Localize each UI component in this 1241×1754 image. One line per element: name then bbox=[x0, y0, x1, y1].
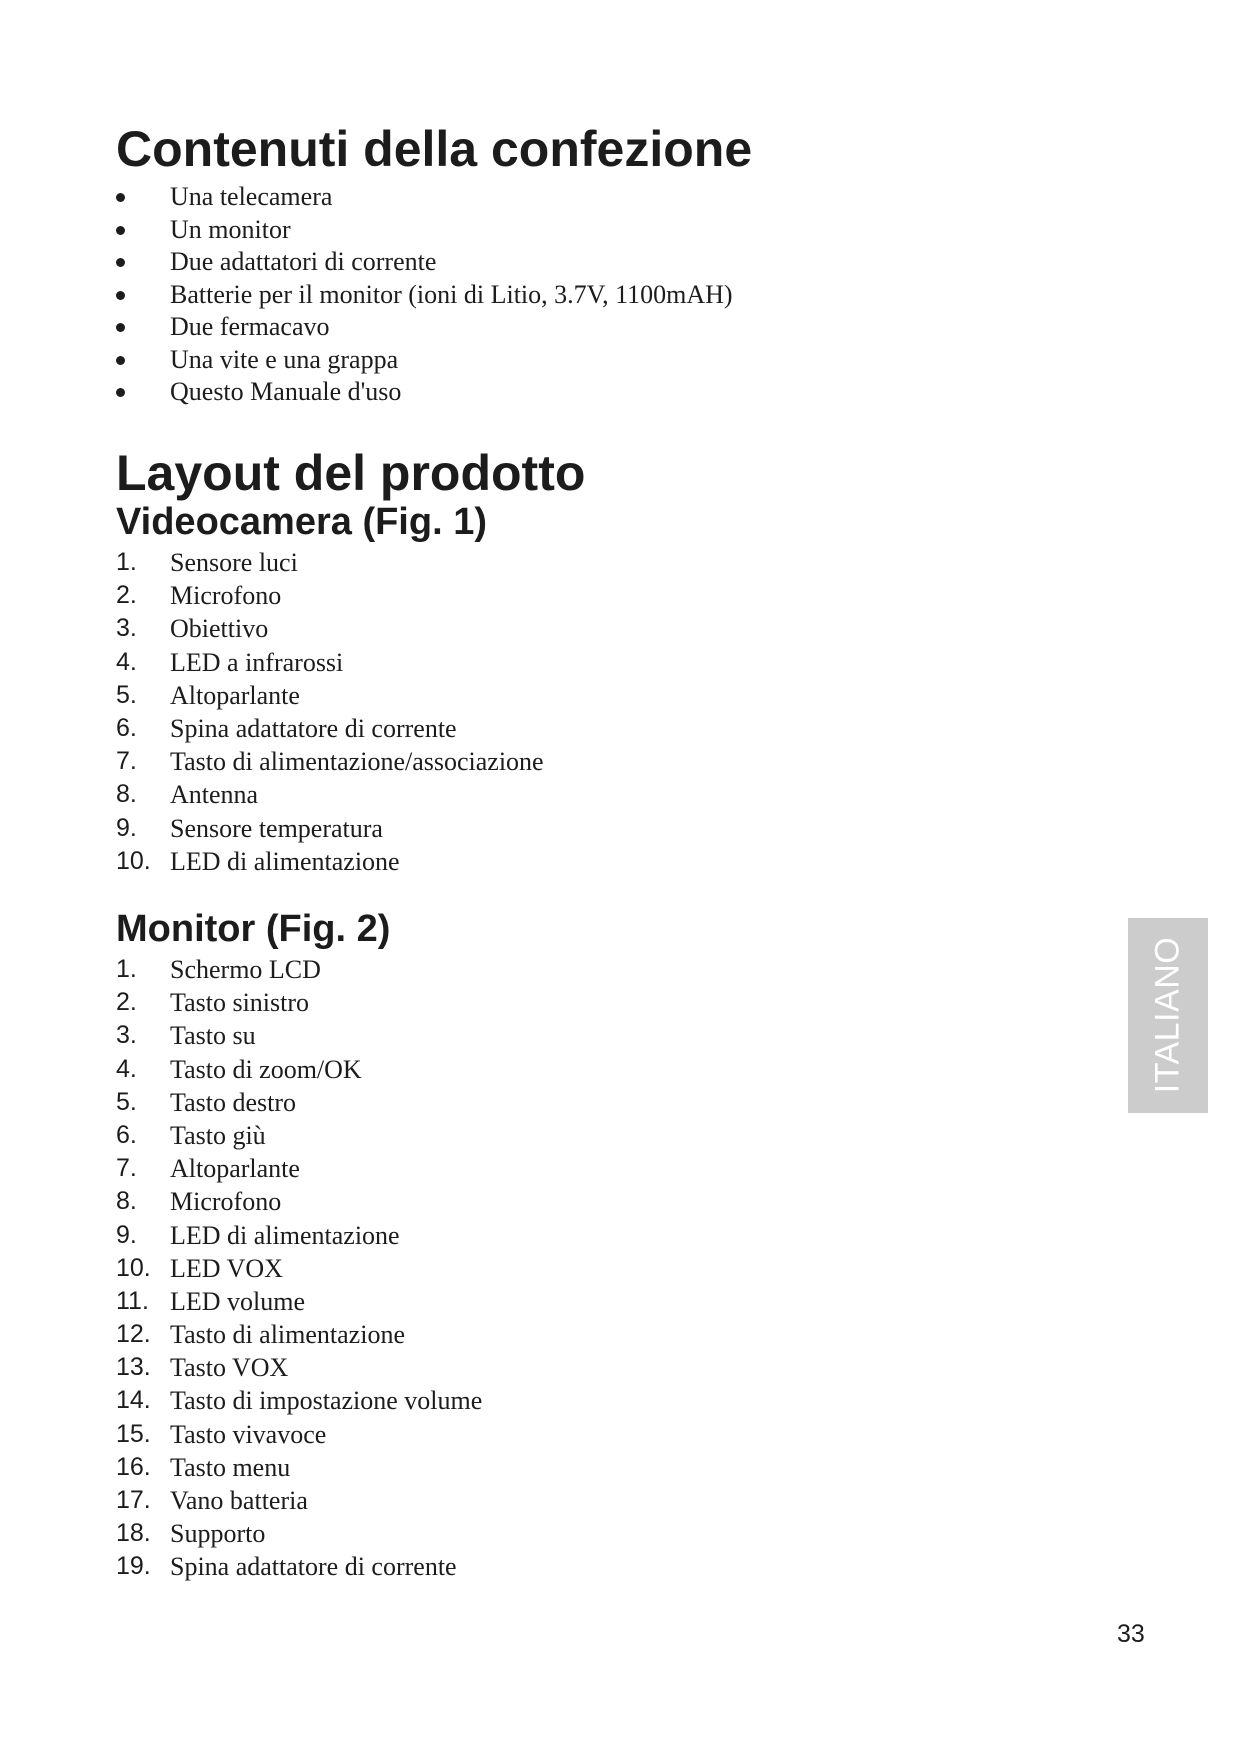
item-number: 13. bbox=[116, 1353, 151, 1382]
bullet-icon bbox=[116, 193, 125, 202]
item-number: 12. bbox=[116, 1320, 151, 1349]
item-number: 19. bbox=[116, 1552, 151, 1581]
item-number: 2. bbox=[116, 581, 137, 610]
item-label: Altoparlante bbox=[170, 1154, 300, 1184]
bullet-icon bbox=[116, 323, 125, 332]
item-label: Tasto di alimentazione/associazione bbox=[170, 747, 544, 777]
item-label: Sensore luci bbox=[170, 548, 298, 577]
item-label: LED di alimentazione bbox=[170, 1220, 400, 1250]
item-label: Spina adattatore di corrente bbox=[170, 1552, 457, 1582]
item-label: LED volume bbox=[170, 1286, 306, 1316]
language-tab bbox=[1128, 918, 1208, 1113]
monitor-section-title: Monitor (Fig. 2) bbox=[116, 908, 391, 950]
item-label: Tasto destro bbox=[170, 1087, 296, 1117]
item-number: 8. bbox=[116, 780, 137, 809]
item-number: 5. bbox=[116, 1087, 137, 1116]
item-number: 2. bbox=[116, 988, 137, 1017]
item-label: Tasto di alimentazione bbox=[170, 1320, 405, 1350]
item-number: 10. bbox=[116, 846, 151, 875]
item-label: Spina adattatore di corrente bbox=[170, 713, 457, 743]
item-label: Tasto menu bbox=[170, 1452, 291, 1482]
item-label: Tasto vivavoce bbox=[170, 1419, 327, 1449]
item-number: 9. bbox=[116, 1220, 137, 1249]
item-number: 1. bbox=[116, 955, 137, 983]
product-layout-title: Layout del prodotto bbox=[116, 445, 586, 501]
item-label: Tasto di impostazione volume bbox=[170, 1386, 483, 1416]
item-label: Vano batteria bbox=[170, 1486, 308, 1515]
item-label: Obiettivo bbox=[170, 614, 269, 644]
item-label: Tasto su bbox=[170, 1021, 256, 1051]
package-item-label: Batterie per il monitor (ioni di Litio, 3.7V, 1100mAH) bbox=[170, 279, 733, 309]
item-label: LED VOX bbox=[170, 1253, 283, 1283]
item-number: 5. bbox=[116, 680, 137, 709]
bullet-icon bbox=[116, 388, 125, 397]
item-number: 3. bbox=[116, 614, 137, 643]
item-number: 16. bbox=[116, 1452, 151, 1481]
item-number: 7. bbox=[116, 747, 137, 776]
item-number: 4. bbox=[116, 647, 137, 676]
item-number: 3. bbox=[116, 1021, 137, 1050]
package-item-label: Questo Manuale d'uso bbox=[170, 377, 402, 406]
bullet-icon bbox=[116, 356, 125, 365]
item-number: 15. bbox=[116, 1419, 151, 1448]
item-number: 9. bbox=[116, 813, 137, 842]
item-label: Microfono bbox=[170, 1187, 282, 1217]
item-label: Altoparlante bbox=[170, 680, 300, 710]
item-number: 10. bbox=[116, 1253, 151, 1282]
item-label: LED di alimentazione bbox=[170, 846, 400, 876]
camera-section-title: Videocamera (Fig. 1) bbox=[116, 501, 487, 543]
item-number: 4. bbox=[116, 1054, 137, 1083]
page-number: 33 bbox=[1117, 1620, 1145, 1648]
package-item-label: Un monitor bbox=[170, 214, 291, 244]
item-number: 8. bbox=[116, 1187, 137, 1216]
item-label: Schermo LCD bbox=[170, 955, 321, 984]
item-number: 18. bbox=[116, 1519, 151, 1548]
bullet-icon bbox=[116, 291, 125, 300]
item-label: Supporto bbox=[170, 1519, 266, 1549]
package-item-label: Una vite e una grappa bbox=[170, 344, 399, 374]
item-label: Tasto giù bbox=[170, 1120, 266, 1150]
package-contents-title: Contenuti della confezione bbox=[116, 121, 753, 177]
item-label: Antenna bbox=[170, 780, 259, 810]
item-label: Tasto di zoom/OK bbox=[170, 1054, 362, 1084]
bullet-icon bbox=[116, 258, 125, 267]
item-label: Sensore temperatura bbox=[170, 813, 383, 843]
language-tab-label: ITALIANO bbox=[1148, 936, 1187, 1094]
item-label: Tasto VOX bbox=[170, 1353, 289, 1383]
item-label: Microfono bbox=[170, 581, 282, 611]
item-label: LED a infrarossi bbox=[170, 647, 344, 677]
item-label: Tasto sinistro bbox=[170, 988, 310, 1018]
package-item-label: Una telecamera bbox=[170, 182, 333, 211]
item-number: 11. bbox=[116, 1286, 149, 1315]
package-item-label: Due adattatori di corrente bbox=[170, 247, 437, 276]
item-number: 14. bbox=[116, 1386, 151, 1415]
item-number: 6. bbox=[116, 713, 137, 742]
item-number: 6. bbox=[116, 1120, 137, 1149]
item-number: 7. bbox=[116, 1154, 137, 1183]
bullet-icon bbox=[116, 226, 125, 235]
item-number: 17. bbox=[116, 1486, 151, 1514]
item-number: 1. bbox=[116, 548, 137, 576]
package-item-label: Due fermacavo bbox=[170, 312, 330, 341]
